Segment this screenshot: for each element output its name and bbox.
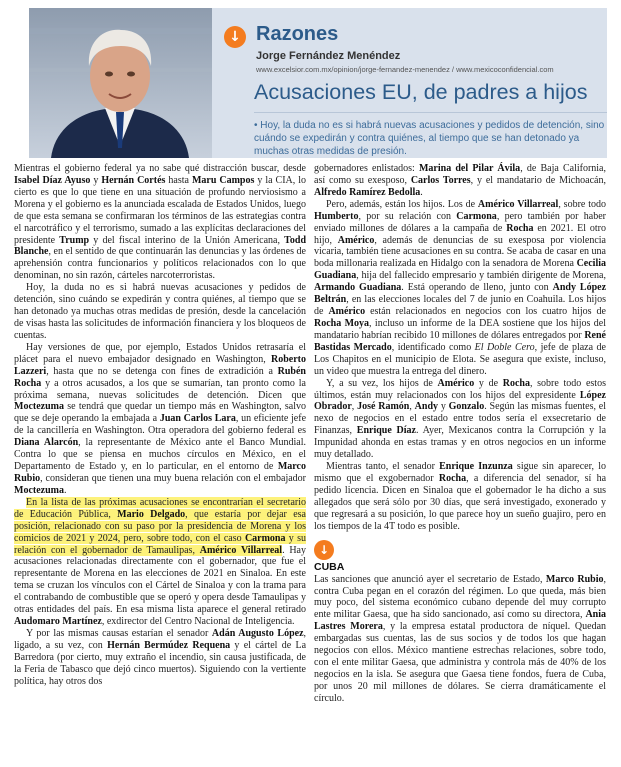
name-mention: Marco Rubio xyxy=(545,573,604,585)
name-mention: Armando Guadiana xyxy=(314,282,402,294)
text-run: Las sanciones que anunció ayer el secretario de Estado, xyxy=(314,573,546,585)
name-mention: López Obrador xyxy=(314,389,606,413)
text-run: , un eficiente jefe de la cancillería en Washington. Otra operadora del gobierno federal es xyxy=(14,413,307,437)
paragraph xyxy=(314,378,606,461)
text-run: Hoy, la duda no es si habrá nuevas acusaciones y pedidos de detención, sino cuándo se expedirán y contra quiénes, al tiempo que se han detonado ya muchas otras medidas de presión, desde la cancelación de visas hasta las solicitudes de información financiera y los bloqueos de cuentas. xyxy=(14,282,306,341)
name-mention: Rubén Rocha xyxy=(14,365,306,389)
text-run: , en las elecciones locales del 7 de junio en Coahuila. Los hijos de xyxy=(314,294,606,318)
text-run: , pero también por haber enviado millones de dólares a la campaña de xyxy=(314,210,606,234)
text-run: , hasta que no se detenga con fines de extradición a xyxy=(46,365,278,377)
text-run: , ligado, a su vez, con xyxy=(14,627,307,651)
text-run: , en el sentido de que continuarán las denuncias y las órdenes de aprehensión contra funcionarios y políticos relacionados con lo que denominan, no sin razón, cárteles narcoterroristas. xyxy=(14,246,306,282)
paragraph xyxy=(14,628,306,688)
text-run: , jefe de plaza de Los Chapitos en el municipio de Elota. Se asegura que existe, incluso, un video que muestra la entrega del dinero. xyxy=(314,341,606,377)
name-mention: Hernán Cortés xyxy=(101,174,166,186)
text-run: se tendrá que quedar un tiempo más en Washington, salvo que se deje operando la embajada a xyxy=(14,401,306,425)
text-run: , identificado como xyxy=(391,341,475,353)
name-mention: Rocha Moya xyxy=(314,317,370,329)
text-run: , sobre todo xyxy=(558,198,606,210)
text-run: El Doble Cero xyxy=(474,341,535,353)
text-run: Mientras tanto, el senador xyxy=(326,461,440,473)
name-mention: Ania Lastres Morera xyxy=(314,609,606,633)
text-run: . Hay acusaciones relacionadas directamente con el gobernador, que fue el representante de Morena en las elecciones de 2021 en Sinaloa. En este tema se cruzan los vínculos con el Cártel de Sinaloa y con la trama para el contrabando de combustible que se operó y opera desde Tamaulipas y otras entidades del país. En esa misma lista aparece el general retirado xyxy=(14,544,306,616)
name-mention: Américo xyxy=(437,377,475,389)
name-mention: Cecilia Guadiana xyxy=(314,258,606,282)
text-run: hasta xyxy=(165,174,192,186)
text-run: . Está operando de lleno, junto con xyxy=(401,282,553,294)
text-run: y xyxy=(90,174,102,186)
name-mention: Juan Carlos Lara xyxy=(159,413,236,425)
name-mention: Hernán Bermúdez Requena xyxy=(107,639,231,651)
name-mention: Mario Delgado xyxy=(117,508,186,520)
text-run: , hija del fallecido empresario y también dirigente de Morena, xyxy=(356,270,606,282)
text-run: , y la empresa estatal productora de níquel. Quedan embargadas sus cuentas, las de sus socios y de todos los que hagan negocios con ellos. México mantiene estrechas relaciones, sobre todo, con el ente militar Gaesa, que administra y controla más de 40% de los negocios en la isla. Se asegura que Gaesa tiene fondos, fuera de Cuba, por unos 20 mil millones de dólares. Se cierra dramáticamente el círculo. xyxy=(314,621,607,704)
paragraph xyxy=(314,163,606,199)
text-run: . xyxy=(63,484,67,496)
paragraph xyxy=(14,163,306,282)
text-run: , sobre todo estos últimos, están muy relacionados con los hijos del expresidente xyxy=(314,377,606,401)
name-mention: José Ramón xyxy=(357,401,410,413)
text-run: sigue sin aparecer, lo mismo que el exgobernador xyxy=(314,461,606,484)
name-mention: Américo xyxy=(337,234,375,246)
summary: • Hoy, la duda no es si habrá nuevas acusaciones y pedidos de detención, sino cuándo se expedirán y contra quiénes, al tiempo que se han detonado ya muchas otras medidas de presión. xyxy=(254,120,605,157)
text-run: Pero, además, están los hijos. Los de xyxy=(326,198,478,210)
article-column-2 xyxy=(314,163,606,705)
text-run: y del fiscal interino de la Unión Americana, xyxy=(89,234,285,246)
name-mention: Carlos Torres xyxy=(410,174,471,186)
text-run: , la representante de México ante el Banco Mundial. Contra lo que se piensa en muchos círculos en México, en el Departamento de Estado y, en lo particular, en el entorno de xyxy=(14,437,306,473)
article-column-1 xyxy=(14,163,306,688)
name-mention: Rocha xyxy=(438,472,467,484)
name-mention: Alfredo Ramírez Bedolla xyxy=(314,186,421,198)
paragraph xyxy=(314,199,606,378)
text-run: Y por las mismas causas estarían el senador xyxy=(26,627,212,639)
paragraph xyxy=(14,497,306,628)
name-mention: Américo xyxy=(328,306,366,318)
text-run: y a otros acusados, a los que se sumarían, tan pronto como la próxima semana, nuevas solicitudes de detención. Dicen que xyxy=(14,377,306,401)
name-mention: Humberto xyxy=(314,210,359,222)
name-mention: Trump xyxy=(59,234,90,246)
text-run: , incluso un informe de la DEA sostiene que los hijos del mandatario habrían recibido 10 millones de dólares entregados por xyxy=(314,317,606,341)
text-run: En la lista de las próximas acusaciones se encontrarían el secretario de Educación Pública, xyxy=(14,496,306,520)
cuba-title: CUBA xyxy=(314,560,345,573)
name-mention: Todd Blanche xyxy=(14,234,307,258)
name-mention: Carmona xyxy=(244,532,286,544)
author-urls[interactable]: www.excelsior.com.mx/opinion/jorge-fernandez-menendez / www.mexicoconfidencial.com xyxy=(256,65,554,74)
name-mention: Rocha xyxy=(502,377,530,389)
text-run: , xyxy=(351,401,358,413)
name-mention: Moctezuma xyxy=(14,401,64,413)
text-run: , por su relación con xyxy=(358,210,457,222)
text-run: y el cártel de La Barredora (por cierto, muy extraño el incendio, sin causa justificada, de la Feria de Tabasco que dejó cinco muertos). Siguiendo con la vertiente política, hay otros dos xyxy=(14,639,307,687)
paragraph xyxy=(314,574,606,705)
text-run: y la CIA, lo cierto es que lo que tiene en una situación de profundo nerviosismo a Morena y el gobierno es la anunciada escalada de Estados Unidos, luego de que esta semana se confirmaran los términos de las estrategias contra el narcotráfico y el terrorismo, sumado a las explícitas declaraciones del presidente xyxy=(14,174,307,246)
section-label: Razones xyxy=(256,23,339,45)
name-mention: Andy López Beltrán xyxy=(314,282,607,306)
text-run: , xyxy=(409,401,415,413)
name-mention: Gonzalo xyxy=(448,401,485,413)
name-mention: Enrique Inzunza xyxy=(439,461,513,473)
name-mention: Américo Villarreal xyxy=(477,198,559,210)
text-run: gobernadores enlistados: xyxy=(314,163,419,174)
paragraph xyxy=(314,461,606,533)
text-run: , que estaría por dejar esa posición, relacionado con su paso por la presidencia de Morena y los comicios de 2021 y 2024, pero, sobre todo, con el caso xyxy=(14,508,306,544)
column-header xyxy=(29,8,607,158)
text-run: , consideran que tienen una muy buena relación con el embajador xyxy=(40,472,306,484)
name-mention: Rocha xyxy=(506,222,534,234)
name-mention: René Bastidas Mercado xyxy=(314,329,606,353)
headline: Acusaciones EU, de padres a hijos xyxy=(254,80,588,104)
name-mention: Andy xyxy=(414,401,439,413)
cuba-subhead xyxy=(314,540,606,573)
name-mention: Enrique Díaz xyxy=(356,425,416,437)
text-run: . Según las mismas fuentes, el nexo de negocios en el estado entre todos sería el exsecretario de Finanzas, xyxy=(314,401,607,437)
arrow-down-icon: ↓ xyxy=(314,540,334,560)
header-divider xyxy=(254,112,607,113)
text-run: y xyxy=(438,401,449,413)
name-mention: Marco Rubio xyxy=(14,461,306,484)
text-run: , de Baja California, así como su exesposo, xyxy=(314,163,606,186)
author-name: Jorge Fernández Menéndez xyxy=(256,50,401,62)
text-run: , contra Cuba pegan en el corazón del régimen. Lo que queda, más bien muy poco, del sistema económico cubano depende del muy corrupto ente militar Gaesa, que ha sido sancionado, así como su directora, xyxy=(314,573,606,621)
name-mention: Carmona xyxy=(456,210,497,222)
name-mention: Américo Villarreal xyxy=(199,544,283,556)
author-photo xyxy=(29,8,212,158)
paragraph xyxy=(14,342,306,497)
name-mention: Diana Alarcón xyxy=(14,437,79,449)
arrow-down-icon: ↓ xyxy=(224,26,246,48)
text-run: y su relación con el gobernador de Tamaulipas, xyxy=(14,532,306,556)
name-mention: Moctezuma xyxy=(14,484,64,496)
text-run: . xyxy=(420,186,423,198)
text-run: Hay versiones de que, por ejemplo, Estados Unidos retrasaría el plácet para el nuevo embajador designado en Washington, xyxy=(14,341,306,365)
text-run: , y el mandatario de Michoacán, xyxy=(470,174,606,186)
text-run: Y, a su vez, los hijos de xyxy=(326,377,438,389)
text-run: y de xyxy=(474,377,503,389)
name-mention: Audomaro Martínez xyxy=(14,616,102,628)
text-run: , además de denuncias de su exesposa por violencia vicaria, también tiene acusaciones en su contra. Se acaba de casar en una boda millonaria realizada en Hidalgo con la senadora de Morena xyxy=(314,234,606,270)
text-run: en 2021. El otro hijo, xyxy=(314,222,606,246)
name-mention: Adán Augusto López xyxy=(211,627,304,639)
paragraph xyxy=(14,282,306,342)
name-mention: Roberto Lazzeri xyxy=(14,353,306,377)
text-run: , exdirector del Centro Nacional de Inteligencia. xyxy=(101,616,295,628)
name-mention: Maru Campos xyxy=(191,174,255,186)
text-run: están relacionados en negocios con los cuatro hijos de xyxy=(365,306,606,318)
text-run: Mientras el gobierno federal ya no sabe qué distracción buscar, desde xyxy=(14,163,306,174)
text-run: . Ayer, Mexicanos contra la Corrupción y la Impunidad ahonda en estas tramas y en otros negocios en un informe muy detallado. xyxy=(314,425,607,461)
name-mention: Marina del Pilar Ávila xyxy=(418,163,521,174)
text-run: , a diferencia del senador, sí ha pedido licencia. Dicen en Sinaloa que el gobernador le ha dicho a sus allegados que será sólo por 30 días, que será investigado, exonerado y que regresará a su posición, lo que parece hoy un sueño guajiro, pero en los tiempos de la 4T todo es posible. xyxy=(314,472,607,532)
name-mention: Isabel Díaz Ayuso xyxy=(14,174,91,186)
